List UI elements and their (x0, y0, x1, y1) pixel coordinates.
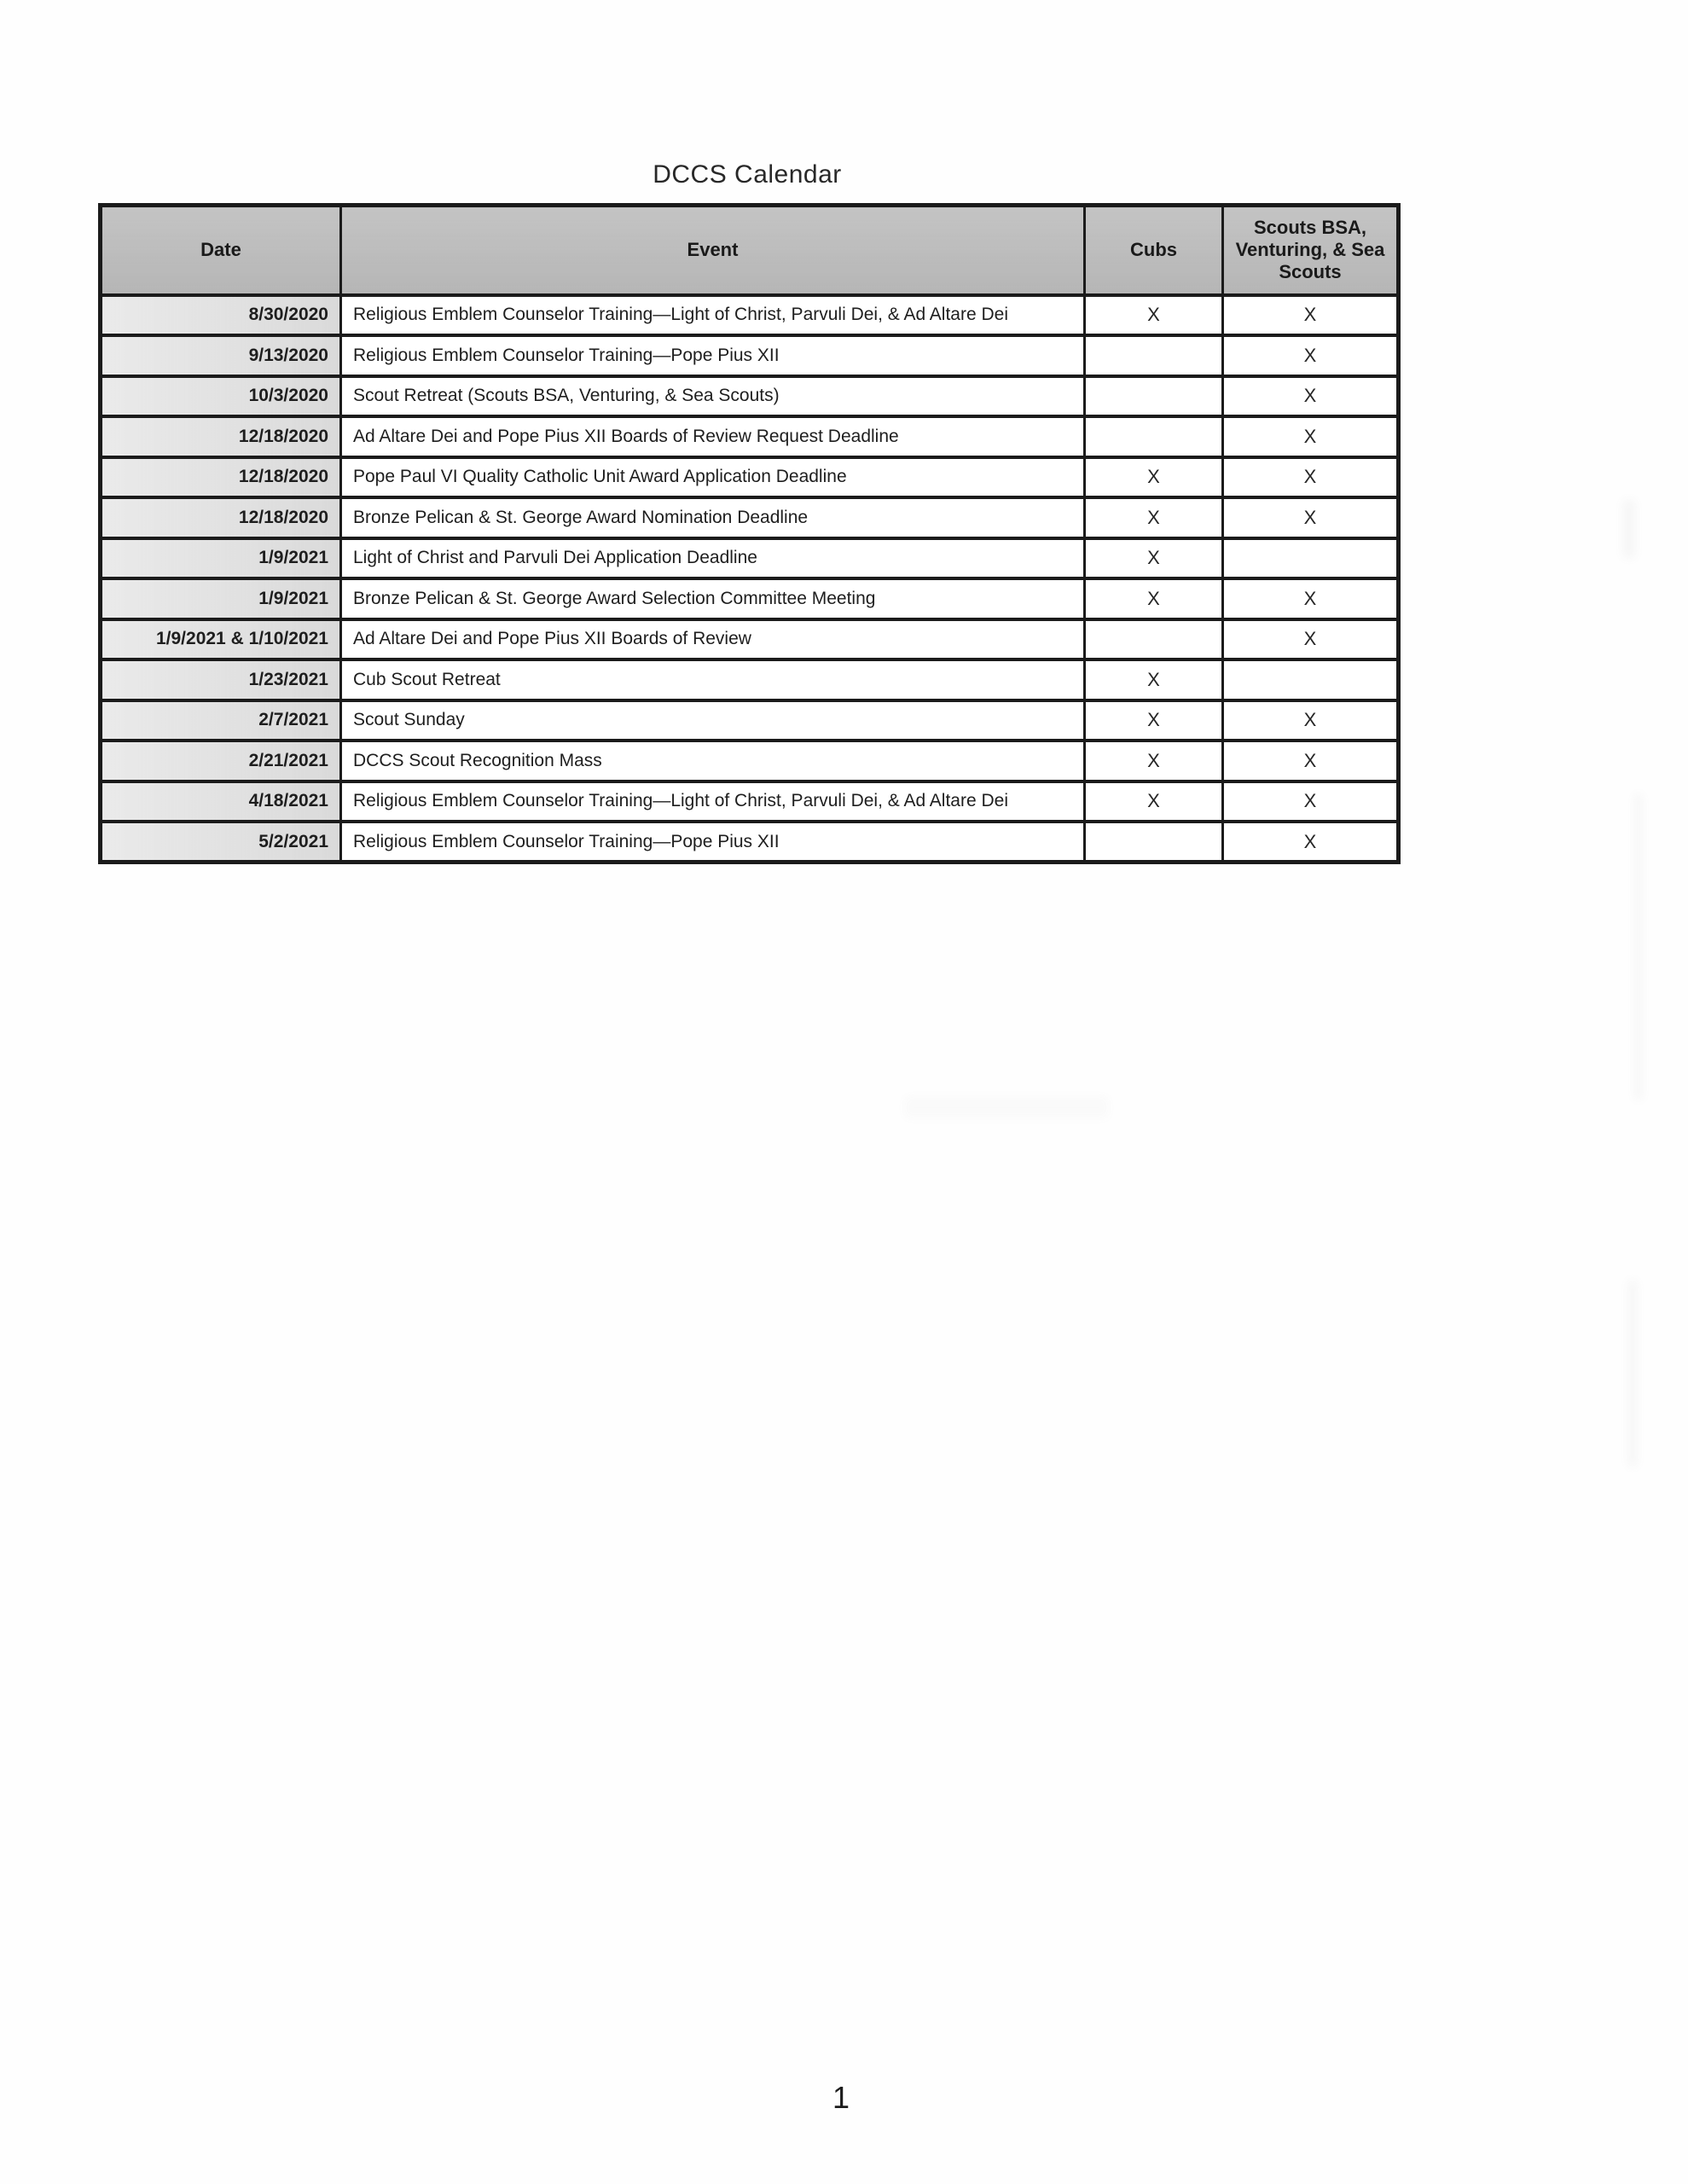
event-cell: Scout Sunday (341, 700, 1085, 741)
date-cell: 10/3/2020 (101, 376, 341, 417)
cubs-mark-cell (1085, 416, 1223, 457)
scouts-mark-cell: X (1223, 619, 1399, 660)
table-row (101, 538, 1399, 579)
scouts-mark-cell: X (1223, 781, 1399, 822)
cubs-mark-cell: X (1085, 497, 1223, 538)
cubs-mark-cell (1085, 619, 1223, 660)
table-row (101, 416, 1399, 457)
event-cell: Bronze Pelican & St. George Award Nomination Deadline (341, 497, 1085, 538)
table-row (101, 741, 1399, 781)
scouts-mark-cell: X (1223, 335, 1399, 376)
table-row (101, 335, 1399, 376)
cubs-mark-cell: X (1085, 457, 1223, 498)
table-row (101, 659, 1399, 700)
table-row (101, 295, 1399, 336)
cubs-mark-cell: X (1085, 295, 1223, 336)
table-row (101, 700, 1399, 741)
event-cell: Pope Paul VI Quality Catholic Unit Award Application Deadline (341, 457, 1085, 498)
date-cell: 5/2/2021 (101, 822, 341, 863)
table-row (101, 781, 1399, 822)
cubs-column-header: Cubs (1085, 206, 1223, 295)
scouts-column-header: Scouts BSA, Venturing, & Sea Scouts (1223, 206, 1399, 295)
scouts-mark-cell: X (1223, 457, 1399, 498)
date-cell: 12/18/2020 (101, 457, 341, 498)
scouts-mark-cell: X (1223, 578, 1399, 619)
cubs-mark-cell: X (1085, 538, 1223, 579)
date-cell: 8/30/2020 (101, 295, 341, 336)
event-cell: Light of Christ and Parvuli Dei Application Deadline (341, 538, 1085, 579)
cubs-mark-cell: X (1085, 700, 1223, 741)
scouts-mark-cell: X (1223, 416, 1399, 457)
event-cell: Religious Emblem Counselor Training—Light of Christ, Parvuli Dei, & Ad Altare Dei (341, 295, 1085, 336)
event-cell: Ad Altare Dei and Pope Pius XII Boards of Review (341, 619, 1085, 660)
scouts-mark-cell: X (1223, 700, 1399, 741)
scouts-mark-cell: X (1223, 295, 1399, 336)
date-cell: 1/9/2021 & 1/10/2021 (101, 619, 341, 660)
calendar-table (98, 203, 1401, 864)
scan-artifact (904, 1096, 1109, 1118)
event-cell: Religious Emblem Counselor Training—Pope Pius XII (341, 822, 1085, 863)
scouts-mark-cell: X (1223, 741, 1399, 781)
date-cell: 12/18/2020 (101, 497, 341, 538)
page-number: 1 (832, 2080, 850, 2115)
event-cell: Religious Emblem Counselor Training—Light of Christ, Parvuli Dei, & Ad Altare Dei (341, 781, 1085, 822)
cubs-mark-cell: X (1085, 781, 1223, 822)
table-row (101, 578, 1399, 619)
scan-artifact (1622, 499, 1636, 559)
table-row (101, 376, 1399, 417)
event-cell: DCCS Scout Recognition Mass (341, 741, 1085, 781)
table-body (101, 295, 1399, 863)
event-cell: Ad Altare Dei and Pope Pius XII Boards of Review Request Deadline (341, 416, 1085, 457)
cubs-mark-cell (1085, 335, 1223, 376)
date-cell: 1/9/2021 (101, 578, 341, 619)
event-cell: Bronze Pelican & St. George Award Selection Committee Meeting (341, 578, 1085, 619)
table-row (101, 822, 1399, 863)
date-column-header: Date (101, 206, 341, 295)
cubs-mark-cell (1085, 376, 1223, 417)
cubs-mark-cell (1085, 822, 1223, 863)
scouts-mark-cell: X (1223, 497, 1399, 538)
cubs-mark-cell: X (1085, 741, 1223, 781)
scouts-mark-cell: X (1223, 822, 1399, 863)
date-cell: 1/9/2021 (101, 538, 341, 579)
event-cell: Cub Scout Retreat (341, 659, 1085, 700)
scan-artifact (1634, 793, 1643, 1101)
cubs-mark-cell: X (1085, 578, 1223, 619)
event-cell: Scout Retreat (Scouts BSA, Venturing, & Sea Scouts) (341, 376, 1085, 417)
date-cell: 4/18/2021 (101, 781, 341, 822)
page-title: DCCS Calendar (653, 160, 842, 189)
scan-artifact (1627, 1280, 1638, 1467)
cubs-mark-cell: X (1085, 659, 1223, 700)
scouts-mark-cell (1223, 538, 1399, 579)
table-row (101, 457, 1399, 498)
event-column-header: Event (341, 206, 1085, 295)
table-row (101, 619, 1399, 660)
table-row (101, 497, 1399, 538)
scouts-mark-cell (1223, 659, 1399, 700)
date-cell: 2/7/2021 (101, 700, 341, 741)
event-cell: Religious Emblem Counselor Training—Pope Pius XII (341, 335, 1085, 376)
date-cell: 12/18/2020 (101, 416, 341, 457)
table-header-row (101, 206, 1399, 295)
date-cell: 9/13/2020 (101, 335, 341, 376)
date-cell: 1/23/2021 (101, 659, 341, 700)
date-cell: 2/21/2021 (101, 741, 341, 781)
scouts-mark-cell: X (1223, 376, 1399, 417)
